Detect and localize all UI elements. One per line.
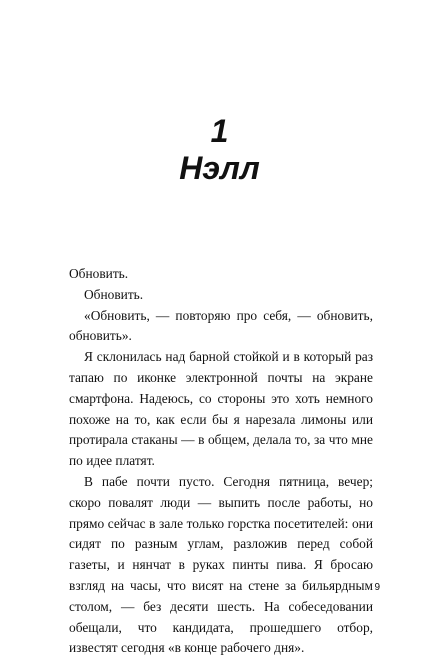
- chapter-body: [69, 264, 373, 659]
- paragraph-1: Обновить.: [69, 266, 129, 281]
- paragraph-4: Я склонилась над барной стойкой и в который раз тапаю по иконке электронной почты на экране смартфона. Надеюсь, со стороны это хоть немного похоже на то, как если бы я нарезала лимоны или протирала стаканы — в общем, делала то, за что мне по идее платят.: [69, 349, 373, 469]
- chapter-title: Нэлл: [179, 150, 260, 186]
- page-number: 9: [374, 582, 380, 593]
- paragraph-2: Обновить.: [84, 286, 144, 302]
- chapter-number: 1: [210, 113, 229, 149]
- paragraph-3: «Обновить, — повторяю про себя, — обновить, обновить».: [69, 307, 373, 344]
- paragraph-5: В пабе почти пусто. Сегодня пятница, вечер; скоро повалят люди — выпить после работы, но прямо сейчас в зале только горстка посетителей: они сидят по разным углам, разложив перед собой газеты, и нянчат в руках пинты пива. Я бросаю взгляд на часы, что висят на стене за бильярдным столом, — без десяти шесть. На собеседовании обещали, что кандидата, прошедшего отбор, известят сегодня «в конце рабочего дня».: [69, 473, 373, 656]
